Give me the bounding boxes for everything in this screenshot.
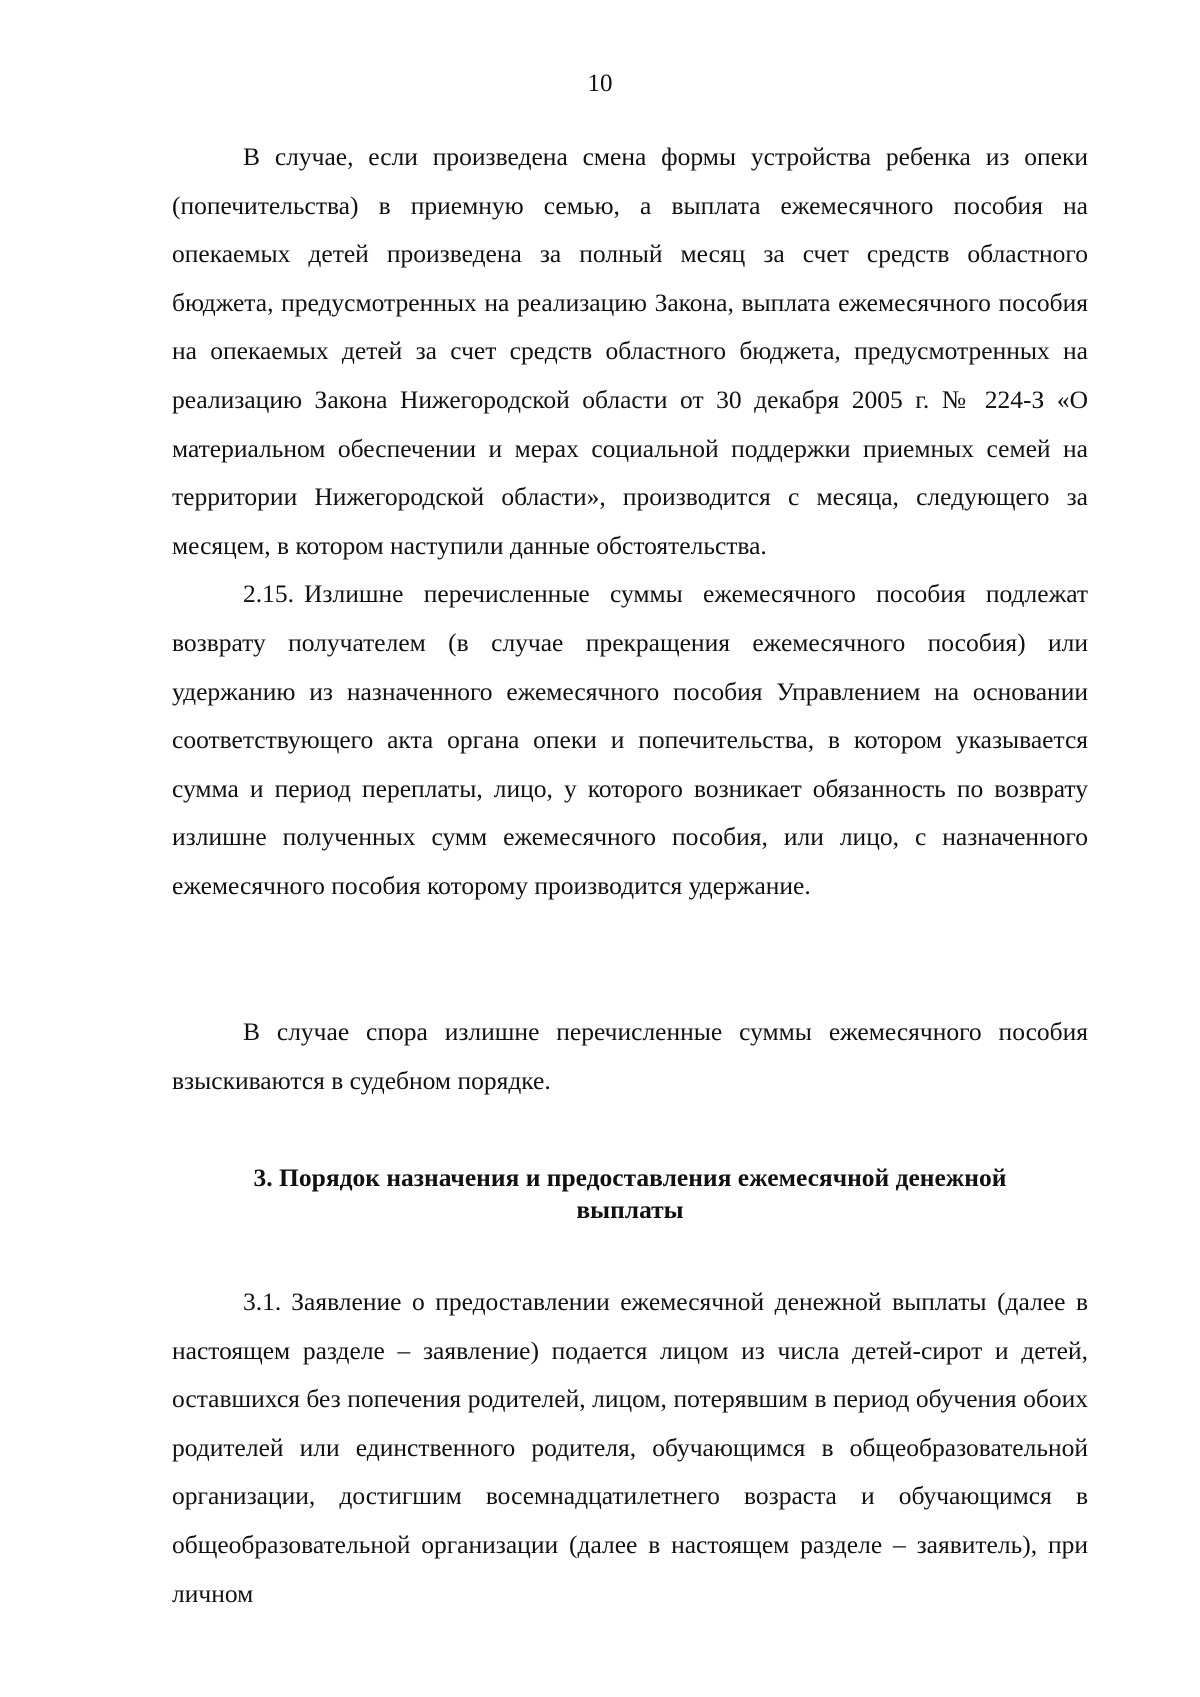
clause-text-3-1: Заявление о предоставлении ежемесячной денежной выплаты (далее в настоящем разделе – заявление) подается лицом из числа детей-сирот и детей, оставшихся без попечения родителей, лицом, потерявшим в период обучения обоих родителей или единственного родителя, обучающимся в общеобразовательной организации, достигшим восемнадцатилетнего возраста и обучающимся в общеобразовательной организации (далее в настоящем разделе – заявитель), при личном xyxy=(172,1287,1088,1608)
body-text-dispute xyxy=(172,1008,1088,1105)
paragraph-dispute: В случае спора излишне перечисленные суммы ежемесячного пособия взыскиваются в судебном порядке. xyxy=(172,1017,1088,1095)
clause-number-3-1: 3.1. xyxy=(243,1287,282,1316)
section-heading-line1: 3. Порядок назначения и предоставления ежемесячной денежной xyxy=(253,1163,1007,1192)
paragraph-3-1 xyxy=(172,1278,1088,1618)
section-heading xyxy=(172,1162,1088,1226)
section-heading-line2: выплаты xyxy=(576,1195,684,1224)
clause-text: Излишне перечисленные суммы ежемесячного пособия подлежат возврату получателем (в случае прекращения ежемесячного пособия) или удержанию из назначенного ежемесячного пособия Управлением на основании соответствующего акта органа опеки и попечительства, в котором указывается сумма и период переплаты, лицо, у которого возникает обязанность по возврату излишне полученных сумм ежемесячного пособия, или лицо, с назначенного ежемесячного пособия которому производится удержание. xyxy=(172,579,1088,900)
clause-number: 2.15. xyxy=(243,579,294,609)
body-text-top xyxy=(172,133,1088,911)
body-text-section-3 xyxy=(172,1278,1088,1618)
page-number: 10 xyxy=(587,70,613,97)
paragraph-2-15 xyxy=(172,570,1088,910)
paragraph-custody-change: В случае, если произведена смена формы устройства ребенка из опеки (попечительства) в приемную семью, а выплата ежемесячного пособия на опекаемых детей произведена за полный месяц за счет средств областного бюджета, предусмотренных на реализацию Закона, выплата ежемесячного пособия на опекаемых детей за счет средств областного бюджета, предусмотренных на реализацию Закона Нижегородской области от 30 декабря 2005 г. № 224-З «О материальном обеспечении и мерах социальной поддержки приемных семей на территории Нижегородской области», производится с месяца, следующего за месяцем, в котором наступили данные обстоятельства. xyxy=(172,142,1088,560)
